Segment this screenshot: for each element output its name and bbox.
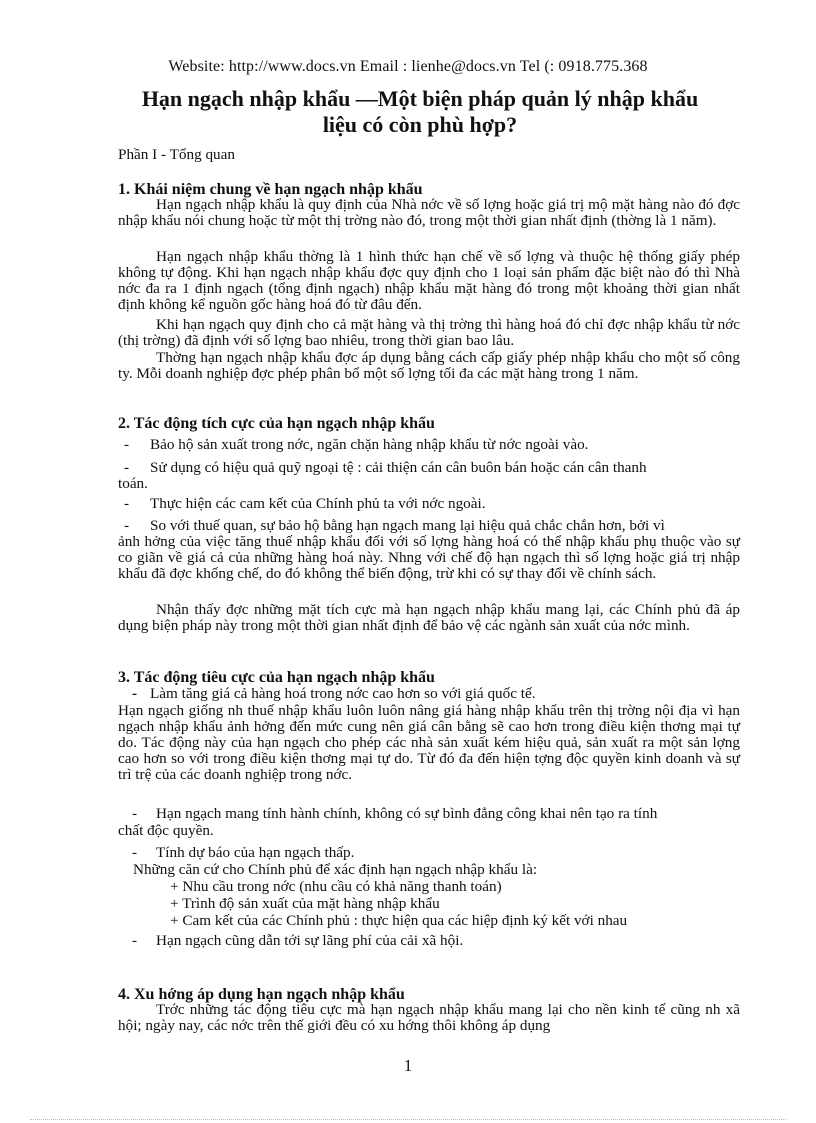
bullet-dash: -	[132, 685, 138, 702]
section-3-criteria-2: + Trình độ sản xuất của mặt hàng nhập khẩu	[170, 895, 440, 912]
section-2-paragraph: Nhận thấy đợc những mặt tích cực mà hạn ngạch nhập khẩu mang lại, các Chính phủ đã áp dụng biện pháp này trong một thời gian nhất định để bảo vệ các ngành sản xuất của nớc mình.	[118, 601, 740, 634]
section-3-bullet-4: - Hạn ngạch cũng dẫn tới sự lãng phí của cải xã hội.	[132, 932, 464, 949]
section-2-bullet-2-cont: toán.	[118, 475, 148, 492]
section-1-paragraph-4: Thờng hạn ngạch nhập khẩu đợc áp dụng bằng cách cấp giấy phép nhập khẩu cho một số công ty. Mỗi doanh nghiệp đợc phép phân bổ một số lợng tối đa các mặt hàng trong 1 năm.	[118, 349, 740, 382]
page-bottom-divider	[30, 1119, 786, 1120]
section-1-paragraph-2: Hạn ngạch nhập khẩu thờng là 1 hình thức hạn chế về số lợng và thuộc hệ thống giấy phép không tự động. Khi hạn ngạch nhập khẩu đợc quy định cho 1 loại sản phẩm đặc biệt nào đó thì Nhà nớc đa ra 1 định ngạch (tổng định ngạch) nhập khẩu mặt hàng đó trong một khoảng thời gian nhất định không kể nguồn gốc hàng hoá đó từ đâu đến.	[118, 248, 740, 313]
part-heading: Phần I - Tổng quan	[118, 146, 235, 163]
website-header: Website: http://www.docs.vn Email : lienhe@docs.vn Tel (: 0918.775.368	[168, 58, 648, 75]
bullet-dash: -	[124, 495, 130, 512]
section-3-heading: 3. Tác động tiêu cực của hạn ngạch nhập khẩu	[118, 669, 435, 686]
section-2-bullet-4: - So với thuế quan, sự bảo hộ bằng hạn ngạch mang lại hiệu quả chắc chắn hơn, bởi vì	[124, 517, 665, 534]
section-3-paragraph-1: Hạn ngạch giống nh thuế nhập khẩu luôn luôn nâng giá hàng nhập khẩu trên thị trờng nội địa vì hạn ngạch nhập khẩu ảnh hởng đến mức cung nên giá cân bằng sẽ cao hơn trong điều kiện thơng mại tự do. Tác động này của hạn ngạch cho phép các nhà sản xuất kém hiệu quả, sản xuất ra một sản lợng cao hơn so với trong điều kiện thơng mại tự do. Từ đó đa đến hiện tợng độc quyền kinh doanh và sự trì trệ của các doanh nghiệp trong nớc.	[118, 702, 740, 783]
section-2-heading: 2. Tác động tích cực của hạn ngạch nhập khẩu	[118, 415, 435, 432]
page-number: 1	[403, 1056, 413, 1075]
bullet-dash: -	[124, 517, 130, 534]
bullet-dash: -	[124, 436, 130, 453]
section-4-paragraph-1: Trớc những tác động tiêu cực mà hạn ngạch nhập khẩu mang lại cho nền kinh tế cũng nh xã hội; ngày nay, các nớc trên thế giới đều có xu hớng thôi không áp dụng	[118, 1001, 740, 1034]
section-2-bullet-3: - Thực hiện các cam kết của Chính phủ ta với nớc ngoài.	[124, 495, 486, 512]
section-1-paragraph-3: Khi hạn ngạch quy định cho cả mặt hàng và thị trờng thì hàng hoá đó chỉ đợc nhập khẩu từ nớc (thị trờng) đã định với số lợng bao nhiêu, trong thời gian bao lâu.	[118, 316, 740, 349]
section-4-heading: 4. Xu hớng áp dụng hạn ngạch nhập khẩu	[118, 986, 405, 1003]
section-3-criteria-3: + Cam kết của các Chính phủ : thực hiện qua các hiệp định ký kết với nhau	[170, 912, 628, 929]
section-2-bullet-4-cont: ảnh hởng của việc tăng thuế nhập khẩu đối với số lợng hàng hoá có thể nhập khẩu phụ thuộc vào sự co giãn về giá cả của những hàng hoá này. Nhng với chế độ hạn ngạch thì số lợng hoặc giá trị nhập khẩu đã đợc khống chế, do đó không thể biến động, trừ khi có sự thay đổi về chính sách.	[118, 533, 740, 582]
bullet-dash: -	[124, 459, 130, 476]
section-3-bullet-2-cont: chất độc quyền.	[118, 822, 214, 839]
bullet-dash: -	[132, 844, 138, 861]
title-line-1: Hạn ngạch nhập khẩu —Một biện pháp quản lý nhập khẩu	[141, 86, 699, 111]
section-3-bullet-1: - Làm tăng giá cả hàng hoá trong nớc cao hơn so với giá quốc tế.	[132, 685, 536, 702]
bullet-dash: -	[132, 932, 138, 949]
section-3-criteria-1: + Nhu cầu trong nớc (nhu cầu có khả năng thanh toán)	[170, 878, 502, 895]
section-2-bullet-1: - Bảo hộ sản xuất trong nớc, ngăn chặn hàng nhập khẩu từ nớc ngoài vào.	[124, 436, 589, 453]
title-line-2: liệu có còn phù hợp?	[322, 112, 518, 137]
bullet-dash: -	[132, 805, 138, 822]
section-1-paragraph-1: Hạn ngạch nhập khẩu là quy định của Nhà nớc về số lợng hoặc giá trị mộ mặt hàng nào đó đợc nhập khẩu nói chung hoặc từ một thị trờng nào đó, trong một thời gian nhất định (thờng là 1 năm).	[118, 196, 740, 229]
section-3-bullet-2: - Hạn ngạch mang tính hành chính, không có sự bình đẳng công khai nên tạo ra tính	[132, 805, 658, 822]
document-title	[90, 86, 750, 138]
section-3-bullet-3: - Tính dự báo của hạn ngạch thấp.	[132, 844, 355, 861]
section-2-bullet-2: - Sử dụng có hiệu quả quỹ ngoại tệ : cải thiện cán cân buôn bán hoặc cán cân thanh	[124, 459, 647, 476]
section-3-criteria-intro: Những căn cứ cho Chính phủ để xác định hạn ngạch nhập khẩu là:	[133, 861, 538, 878]
section-1-heading: 1. Khái niệm chung về hạn ngạch nhập khẩu	[118, 181, 423, 198]
